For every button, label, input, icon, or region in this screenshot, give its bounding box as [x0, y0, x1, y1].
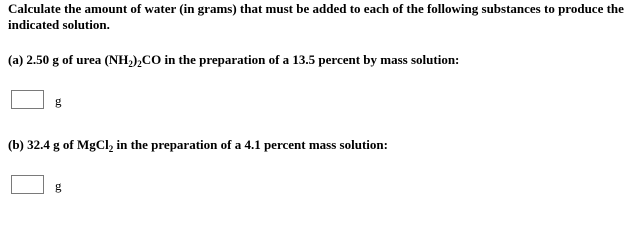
answer-b-input[interactable] — [11, 175, 44, 194]
question-a — [8, 52, 459, 68]
question-b-text-after: in the preparation of a 4.1 percent mass solution: — [113, 137, 388, 152]
question-a-subscript-1: 2 — [128, 59, 133, 69]
question-b-subscript-1: 2 — [108, 144, 114, 154]
question-b — [8, 137, 388, 153]
question-a-text-before: 2.50 g of urea (NH — [26, 52, 129, 67]
question-a-subscript-2: 2 — [137, 59, 142, 69]
question-b-label: (b) — [8, 137, 24, 152]
question-b-text-before: 32.4 g of MgCl — [27, 137, 109, 152]
answer-a-input[interactable] — [11, 90, 44, 109]
question-a-text-after: CO in the preparation of a 13.5 percent by mass solution: — [141, 52, 460, 67]
answer-a-unit: g — [55, 93, 62, 108]
question-a-text-mid: ) — [132, 52, 138, 67]
question-a-label: (a) — [8, 52, 24, 67]
problem-instructions: Calculate the amount of water (in grams) that must be added to each of the following substances to produce the indicated solution. — [8, 1, 624, 32]
answer-b-unit: g — [55, 178, 62, 193]
